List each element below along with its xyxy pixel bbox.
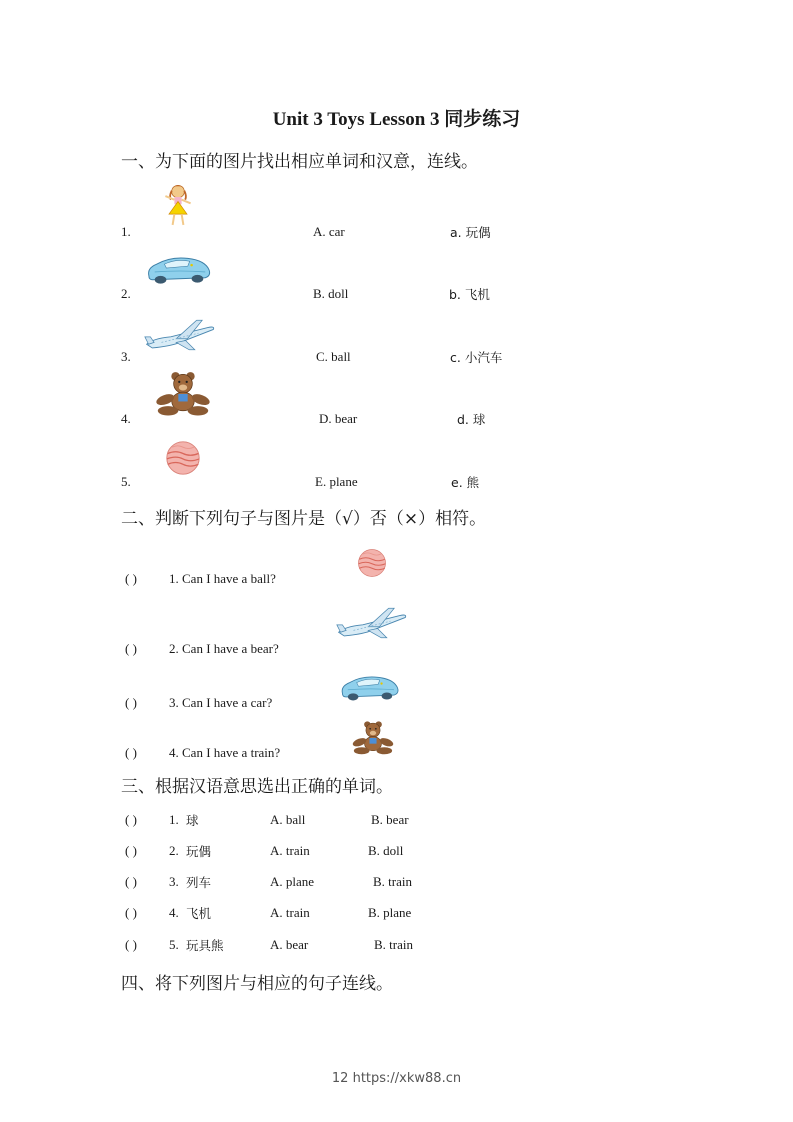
s3-item-2-option-b: B. doll bbox=[368, 843, 404, 858]
car-icon bbox=[145, 252, 213, 288]
bear-icon bbox=[155, 371, 211, 417]
s3-item-3-option-a: A. plane bbox=[270, 874, 315, 889]
s1-row-5-meaning: e. 熊 bbox=[451, 475, 480, 490]
s1-row-4-word: D. bear bbox=[319, 411, 358, 426]
s2-item-3-bracket[interactable]: ( ) bbox=[125, 695, 137, 710]
s2-item-4-text: 4. Can I have a train? bbox=[169, 745, 281, 760]
s3-item-2-num: 2. bbox=[169, 843, 179, 858]
s3-item-4-cn: 飞机 bbox=[186, 906, 212, 921]
s3-item-1-option-a: A. ball bbox=[270, 812, 306, 827]
section-1-heading: 一、为下面的图片找出相应单词和汉意，连线。 bbox=[121, 152, 478, 172]
ball-icon bbox=[165, 440, 201, 476]
s3-item-3-bracket[interactable]: ( ) bbox=[125, 874, 137, 889]
plane-icon bbox=[143, 318, 217, 352]
s1-row-5-word: E. plane bbox=[315, 474, 358, 489]
s2-item-2-bracket[interactable]: ( ) bbox=[125, 641, 137, 656]
s3-item-3-num: 3. bbox=[169, 874, 179, 889]
s3-item-5-num: 5. bbox=[169, 937, 179, 952]
bear-icon bbox=[344, 721, 402, 755]
s2-item-1-bracket[interactable]: ( ) bbox=[125, 571, 137, 586]
section-2-heading: 二、判断下列句子与图片是（√）否（×）相符。 bbox=[121, 509, 487, 529]
s1-row-3-word: C. ball bbox=[316, 349, 351, 364]
s1-row-2-meaning: b. 飞机 bbox=[449, 287, 490, 302]
s3-item-5-option-b: B. train bbox=[374, 937, 413, 952]
s3-item-4-num: 4. bbox=[169, 905, 179, 920]
s3-item-3-cn: 列车 bbox=[186, 875, 212, 890]
s3-item-1-bracket[interactable]: ( ) bbox=[125, 812, 137, 827]
s2-item-4-bracket[interactable]: ( ) bbox=[125, 745, 137, 760]
s2-item-1-text: 1. Can I have a ball? bbox=[169, 571, 276, 586]
s3-item-5-option-a: A. bear bbox=[270, 937, 309, 952]
ball-icon bbox=[354, 548, 390, 578]
s1-row-2-num: 2. bbox=[121, 286, 131, 301]
s3-item-1-option-b: B. bear bbox=[371, 812, 409, 827]
s3-item-3-option-b: B. train bbox=[373, 874, 412, 889]
section-4-heading: 四、将下列图片与相应的句子连线。 bbox=[121, 974, 393, 994]
s3-item-1-cn: 球 bbox=[186, 813, 199, 828]
s1-row-4-meaning: d. 球 bbox=[457, 412, 486, 427]
s3-item-2-cn: 玩偶 bbox=[186, 844, 212, 859]
s1-row-3-num: 3. bbox=[121, 349, 131, 364]
s3-item-2-option-a: A. train bbox=[270, 843, 310, 858]
plane-icon bbox=[335, 606, 409, 640]
s2-item-3-text: 3. Can I have a car? bbox=[169, 695, 273, 710]
s2-item-2-text: 2. Can I have a bear? bbox=[169, 641, 279, 656]
s3-item-4-bracket[interactable]: ( ) bbox=[125, 905, 137, 920]
doll-icon bbox=[160, 182, 196, 230]
s3-item-4-option-b: B. plane bbox=[368, 905, 412, 920]
car-icon bbox=[338, 672, 402, 704]
s1-row-1-meaning: a. 玩偶 bbox=[450, 225, 491, 240]
s1-row-1-num: 1. bbox=[121, 224, 131, 239]
s3-item-1-num: 1. bbox=[169, 812, 179, 827]
s3-item-5-cn: 玩具熊 bbox=[186, 938, 224, 953]
s3-item-4-option-a: A. train bbox=[270, 905, 310, 920]
s3-item-2-bracket[interactable]: ( ) bbox=[125, 843, 137, 858]
s1-row-2-word: B. doll bbox=[313, 286, 349, 301]
s3-item-5-bracket[interactable]: ( ) bbox=[125, 937, 137, 952]
section-3-heading: 三、根据汉语意思选出正确的单词。 bbox=[121, 777, 393, 797]
s1-row-5-num: 5. bbox=[121, 474, 131, 489]
s1-row-3-meaning: c. 小汽车 bbox=[450, 350, 503, 365]
s1-row-1-word: A. car bbox=[313, 224, 345, 239]
s1-row-4-num: 4. bbox=[121, 411, 131, 426]
page-title: Unit 3 Toys Lesson 3 同步练习 bbox=[272, 109, 521, 130]
page-footer: 12 https://xkw88.cn bbox=[331, 1071, 462, 1086]
